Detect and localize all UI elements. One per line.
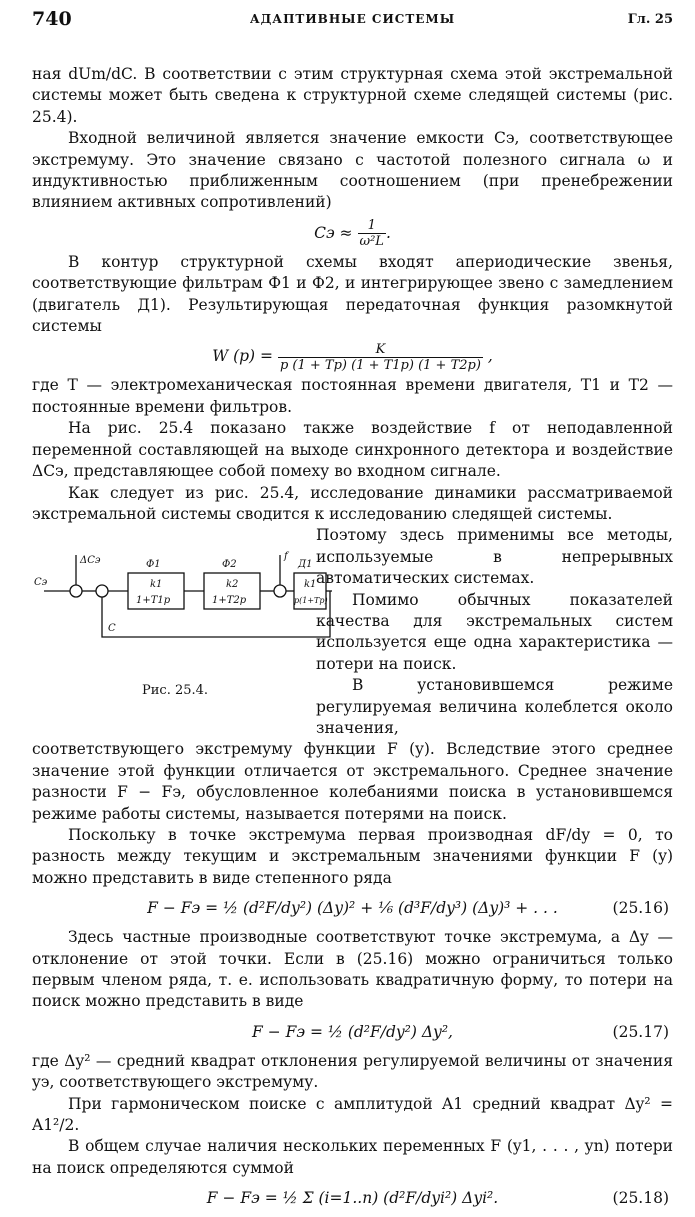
paragraph: В общем случае наличия нескольких переменных F (y1, . . . , yn) потери на поиск определяются суммой [32,1137,673,1177]
eq-number: (25.18) [612,1189,669,1208]
label-den3: p(1+Tp) [294,596,328,606]
paragraph: где T — электромеханическая постоянная времени двигателя, T1 и T2 — постоянные времени фильтров. [32,376,673,416]
chapter-label: Гл. 25 [627,12,673,27]
label-k2: k2 [226,579,239,591]
paragraph: В установившемся режиме регулируемая величина колеблется около значения, [316,676,673,737]
fraction [278,342,483,373]
paragraph: При гармоническом поиске с амплитудой A1 средний квадрат Δy² = A1²/2. [32,1094,673,1134]
eq-body: F − Fэ = ½ Σ (i=1..n) (d²F/dyi²) Δyi². [206,1189,499,1208]
block-diagram [32,533,332,673]
label-feedback: C [108,623,116,635]
side-text [316,525,673,739]
figure-row [32,525,673,739]
paragraph: Помимо обычных показателей качества для экстремальных систем используется еще одна характеристика — потери на поиск. [316,590,673,673]
paragraph: Поскольку в точке экстремума первая производная dF/dy = 0, то разность между текущим и экстремальным значениями функции F (y) можно представить в виде степенного ряда [32,825,673,887]
paragraph: Как следует из рис. 25.4, исследование динамики рассматриваемой экстремальной системы сводится к исследованию следящей системы. [32,483,673,523]
equation-capacitance: Cэ ≈ $\frac{1}{\text{ω²L}}$ . [314,218,391,250]
sum-junction-3 [274,585,286,597]
eq-body: F − Fэ = ½ (d²F/dy²) (Δy)² + ⅙ (d³F/dy³) (Δy)³ + . . . [147,899,558,918]
page-header [32,8,673,32]
equation-25-16 [32,889,673,927]
eq-number: (25.17) [612,1022,669,1041]
eq-number: (25.16) [612,899,669,918]
page-body [32,64,673,1217]
fraction [358,218,386,249]
eq-body: F − Fэ = ½ (d²F/dy²) Δy², [252,1022,453,1041]
page-number: 740 [32,8,72,30]
label-d1: Д1 [298,559,313,571]
paragraph: Поэтому здесь применимы все методы, используемые в непрерывных автоматических системах. [316,526,673,588]
label-den2: 1+T2p [212,595,247,607]
label-disturbance: ΔCэ [80,555,101,567]
paragraph: соответствующего экстремуму функции F (y). Вследствие этого среднее значение этой функции отличается от экстремального. Среднее значение разности F − Fэ, обусловленное колебаниями поиска в установившемся режиме работы системы, называется потерями на поиск. [32,740,673,823]
numerator: K [278,342,483,358]
eq-lhs: Cэ ≈ [314,223,353,242]
paragraph: где Δy² — средний квадрат отклонения регулируемой величины от значения yэ, соответствующего экстремуму. [32,1051,673,1092]
eq-lhs: W (p) = [212,347,274,366]
sum-junction-2 [96,585,108,597]
label-phi2: Ф2 [222,559,237,571]
label-f: f [284,551,288,563]
label-phi1: Ф1 [146,559,161,571]
label-k1: k1 [150,579,163,591]
sum-junction-1 [70,585,82,597]
paragraph: На рис. 25.4 показано также воздействие f от неподавленной переменной составляющей на выходе синхронного детектора и воздействие ΔCэ, представляющее собой помеху во входном сигнале. [32,419,673,481]
paragraph: Здесь частные производные соответствуют точке экстремума, а Δy — отклонение от этой точки. Если в (25.16) можно ограничиться только первым членом ряда, т. е. использовать квадратичную форму, то потери на поиск можно представить в виде [32,928,673,1011]
paragraph: Входной величиной является значение емкости Cэ, соответствующее экстремуму. Это значение связано с частотой полезного сигнала ω и индуктивностью приближенным соотношением (при пренебрежении влиянием активных сопротивлений) [32,129,673,212]
denominator: ω²L [359,234,384,250]
equation-transfer: W (p) = $\frac{K}{p (1 + Tp) (1 + T1p) (1 + T2p)}$ , [212,341,493,373]
equation-25-17 [32,1013,673,1051]
label-den1: 1+T1p [136,595,171,607]
running-title: АДАПТИВНЫЕ СИСТЕМЫ [249,12,456,26]
numerator: 1 [358,218,386,234]
denominator: p (1 + Tp) (1 + T1p) (1 + T2p) [279,357,481,373]
paragraph: ная dUm/dC. В соответствии с этим структурная схема этой экстремальной системы может быть сведена к структурной схеме следящей системы (рис. 25.4). [32,65,673,126]
label-input: Cэ [34,577,48,589]
figure-caption: Рис. 25.4. [142,683,209,699]
label-k3: k1 [304,579,317,591]
paragraph: В контур структурной схемы входят апериодические звенья, соответствующие фильтрам Ф1 и Ф2, и интегрирующее звено с замедлением (двигатель Д1). Результирующая передаточная функция разомкнутой системы [32,252,673,336]
equation-25-18 [32,1179,673,1217]
